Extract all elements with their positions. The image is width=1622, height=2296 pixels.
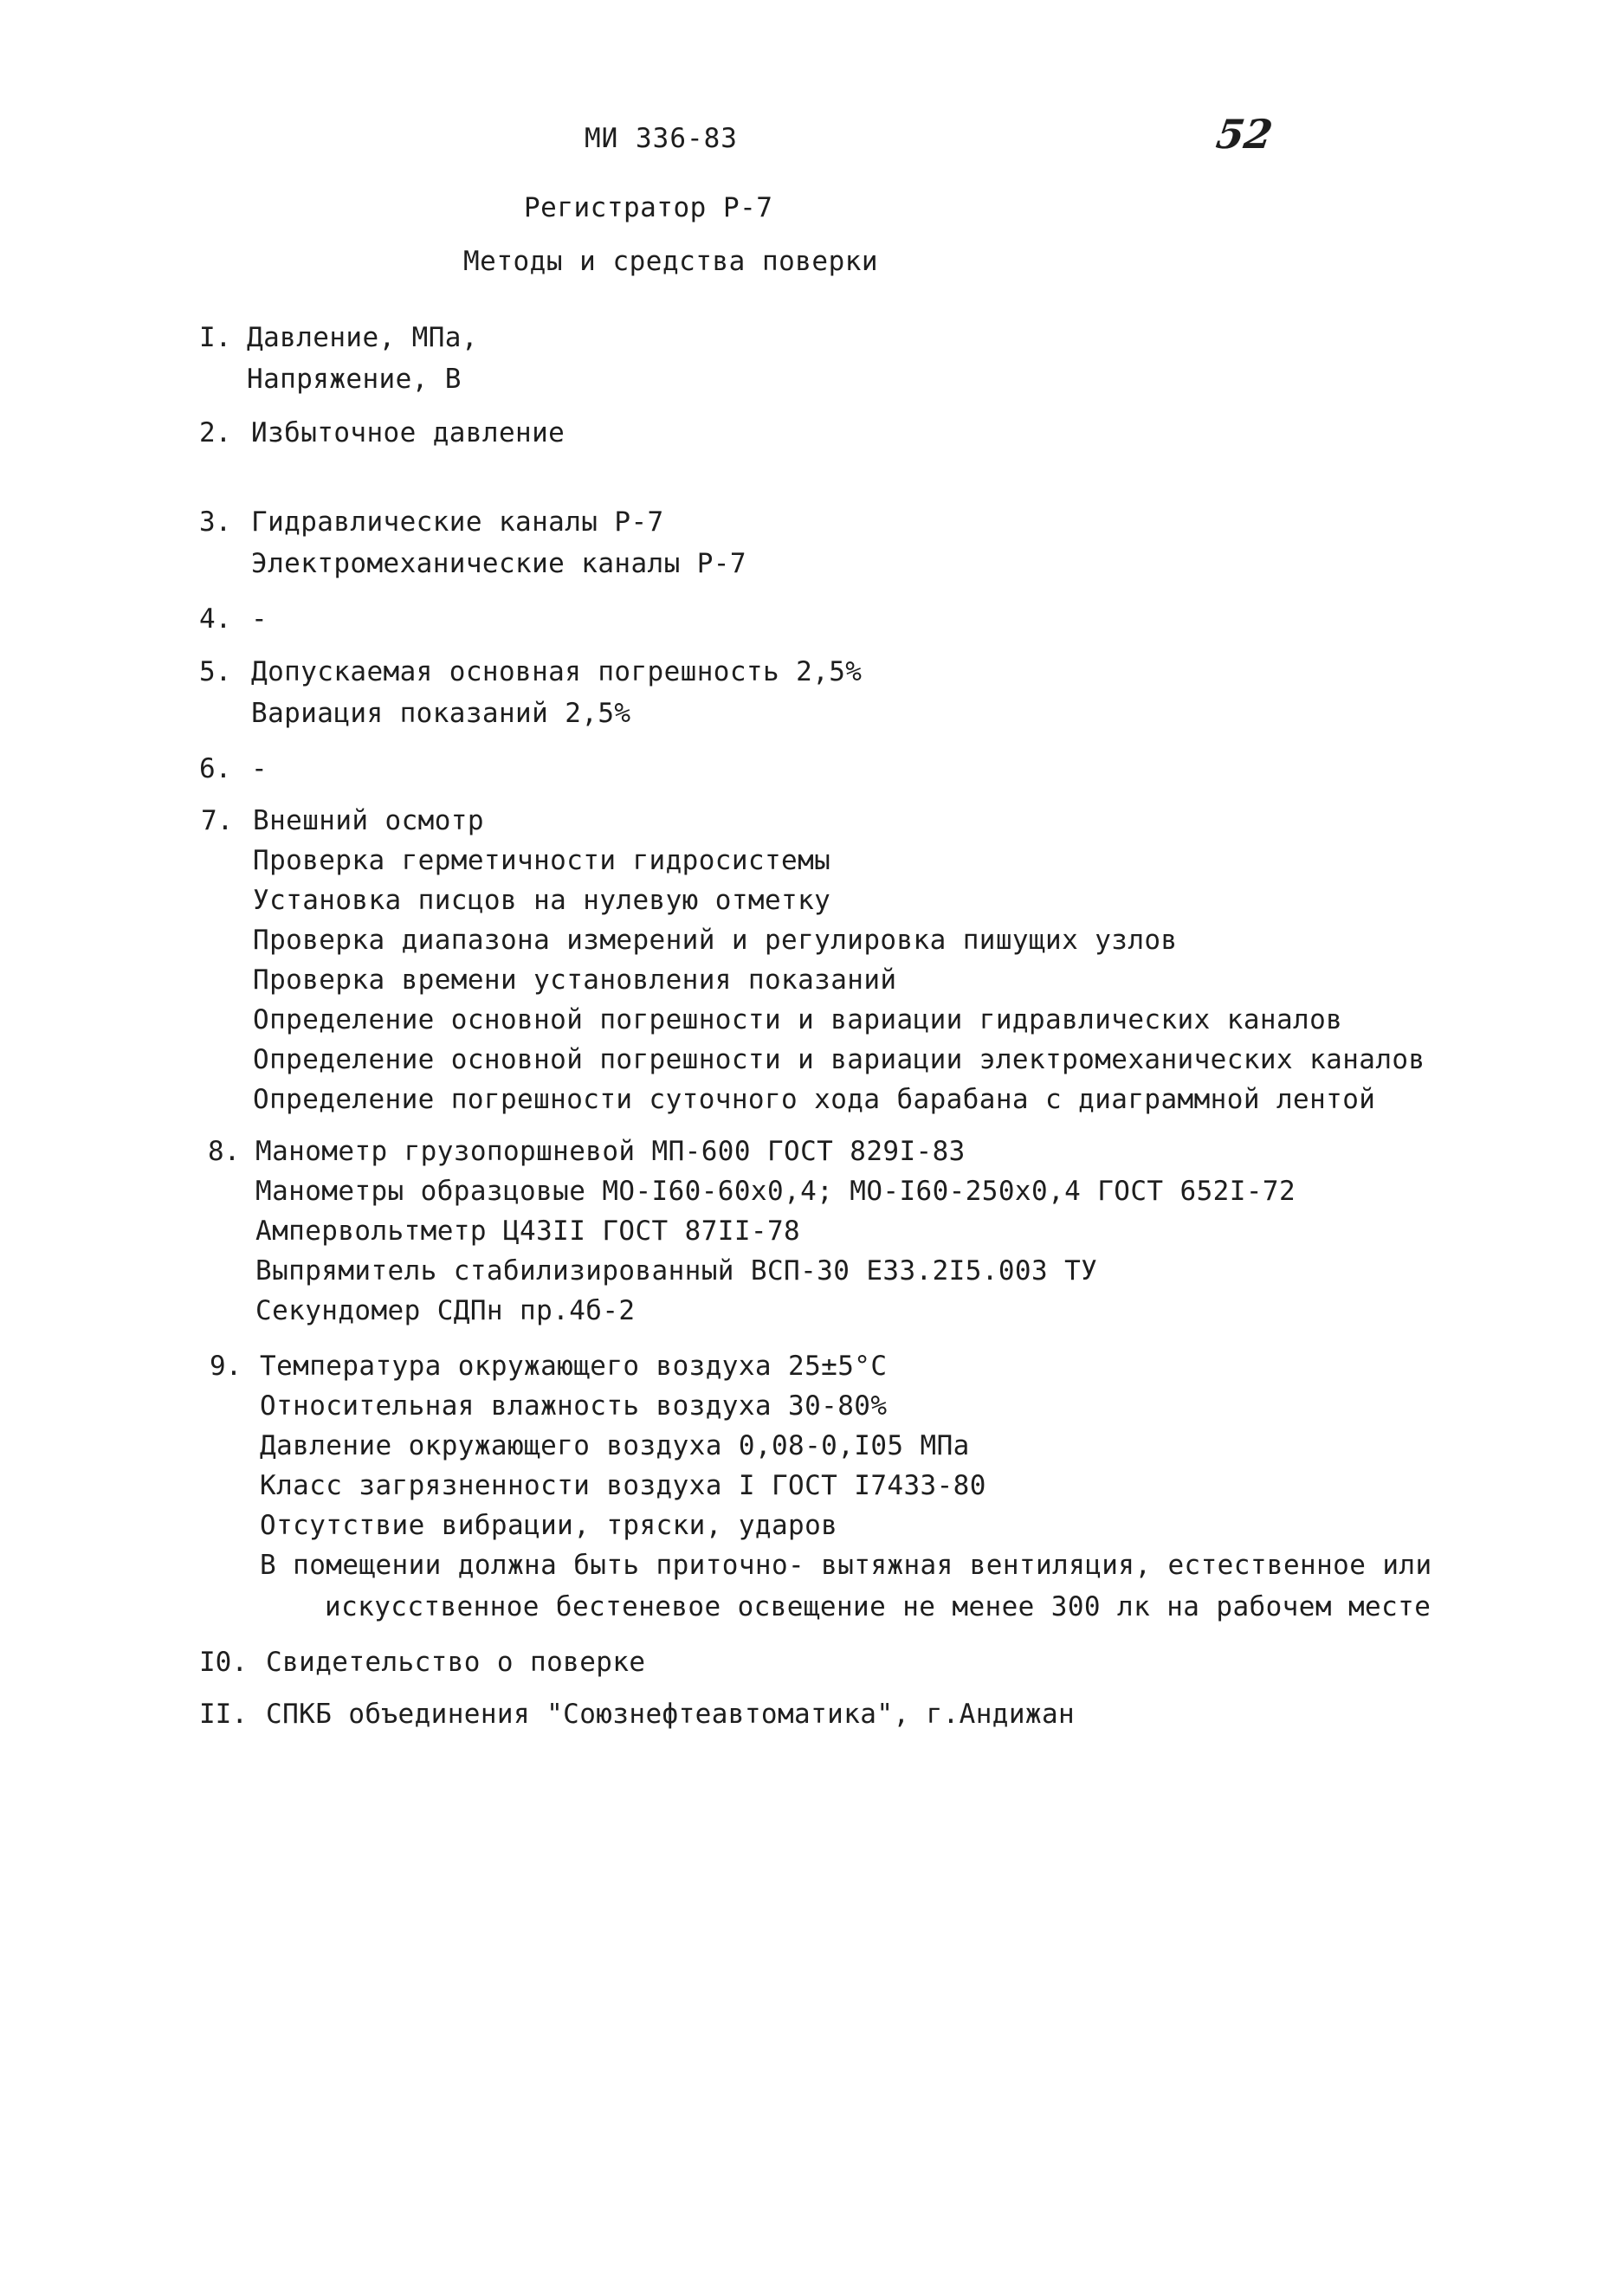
item-line: Определение основной погрешности и вариации гидравлических каналов (253, 1004, 1343, 1035)
item-line: - (251, 603, 268, 635)
item-number: I0. (199, 1647, 248, 1678)
item-number: 9. (210, 1351, 242, 1382)
item-line: Ампервольтметр Ц43II ГОСТ 87II-78 (255, 1216, 801, 1247)
item-line: Относительная влажность воздуха 30-80% (260, 1390, 888, 1422)
item-line: Определение основной погрешности и вариации электромеханических каналов (253, 1044, 1425, 1075)
item-number: 2. (199, 417, 232, 448)
item-line: Секундомер СДПн пр.4б-2 (255, 1295, 636, 1326)
item-line: Манометр грузопоршневой МП-600 ГОСТ 829I-83 (255, 1136, 966, 1167)
item-line: Давление, МПа, (247, 322, 478, 353)
item-line: В помещении должна быть приточно- вытяжная вентиляция, естественное или (260, 1550, 1432, 1581)
item-line: СПКБ объединения "Союзнефтеавтоматика", г.Андижан (266, 1699, 1076, 1730)
item-line: Манометры образцовые МО-I60-60х0,4; МО-I60-250х0,4 ГОСТ 652I-72 (255, 1176, 1296, 1207)
item-line: Установка писцов на нулевую отметку (253, 885, 831, 916)
item-line: Давление окружающего воздуха 0,08-0,I05 МПа (260, 1430, 970, 1461)
item-line: Проверка времени установления показаний (253, 964, 897, 996)
item-number: 3. (199, 506, 232, 538)
item-number: I. (199, 322, 232, 353)
item-line: Класс загрязненности воздуха I ГОСТ I7433-80 (260, 1470, 986, 1501)
item-number: 8. (208, 1136, 241, 1167)
item-number: 5. (199, 656, 232, 687)
item-line: - (251, 753, 268, 784)
item-line: Электромеханические каналы Р-7 (251, 548, 746, 579)
item-line: Вариация показаний 2,5% (251, 698, 631, 729)
item-number: 6. (199, 753, 232, 784)
item-line: Температура окружающего воздуха 25±5°С (260, 1351, 888, 1382)
item-line: Отсутствие вибрации, тряски, ударов (260, 1510, 838, 1541)
item-line: Напряжение, В (247, 364, 462, 395)
document-title: Регистратор Р-7 (524, 192, 773, 223)
item-line: Свидетельство о поверке (266, 1647, 646, 1678)
document-code: МИ 336-83 (585, 123, 738, 154)
item-line: Допускаемая основная погрешность 2,5% (251, 656, 863, 687)
page-number: 52 (1213, 111, 1276, 158)
item-line: Проверка герметичности гидросистемы (253, 845, 831, 876)
item-number: 7. (201, 805, 234, 836)
document-subtitle: Методы и средства поверки (463, 246, 879, 277)
item-line: Выпрямитель стабилизированный ВСП-30 ЕЗЗ.2I5.003 ТУ (255, 1255, 1098, 1287)
item-line: Внешний осмотр (253, 805, 484, 836)
item-line: Определение погрешности суточного хода барабана с диаграммной лентой (253, 1084, 1376, 1115)
item-line: Проверка диапазона измерений и регулировка пишущих узлов (253, 925, 1178, 956)
item-line: Избыточное давление (251, 417, 565, 448)
item-line: Гидравлические каналы Р-7 (251, 506, 664, 538)
item-line: искусственное бестеневое освещение не менее 300 лк на рабочем месте (325, 1591, 1431, 1622)
item-number: II. (199, 1699, 248, 1730)
item-number: 4. (199, 603, 232, 635)
